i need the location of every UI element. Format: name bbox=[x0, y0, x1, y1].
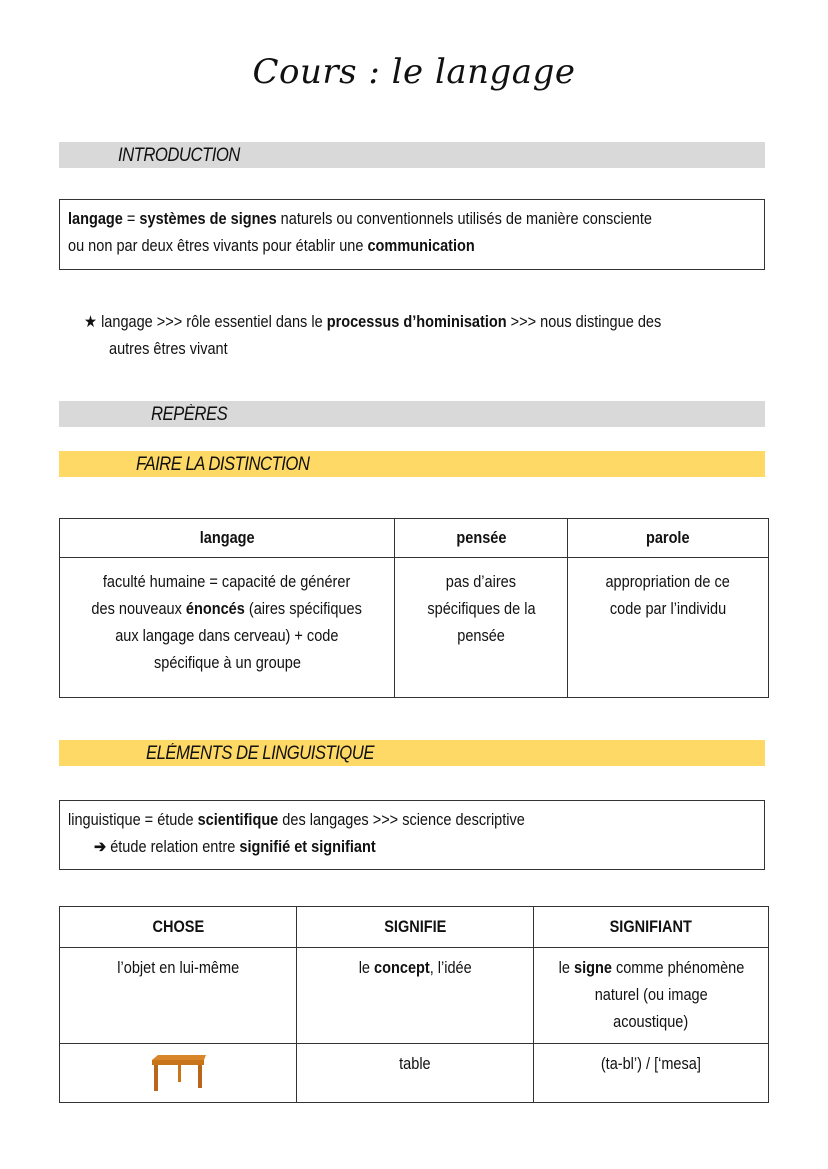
section-header-reperes bbox=[59, 401, 765, 427]
signe-table bbox=[59, 906, 769, 1103]
cell-signifiant bbox=[534, 948, 769, 1044]
table-header-row bbox=[60, 907, 769, 948]
cell-chose-image bbox=[60, 1044, 297, 1103]
header-text: langage bbox=[199, 528, 255, 547]
definition-line-2 bbox=[68, 233, 475, 260]
cell-text: pensée bbox=[457, 627, 505, 645]
cell-text: pas d’aires bbox=[445, 573, 517, 591]
cell-text: code par l’individu bbox=[609, 600, 727, 618]
cell-text: spécifiques de la bbox=[426, 600, 536, 618]
star-line-2: autres êtres vivant bbox=[109, 340, 228, 358]
text: >>> nous distingue des bbox=[506, 313, 662, 331]
term-scientifique: scientifique bbox=[197, 811, 279, 829]
header-pensee bbox=[395, 519, 568, 558]
cell-signifiant-phonetic bbox=[534, 1044, 769, 1103]
section-title: INTRODUCTION bbox=[118, 145, 240, 166]
term-systemes: systèmes de signes bbox=[139, 210, 277, 228]
text: langage >>> rôle essentiel dans le bbox=[101, 313, 327, 331]
header-text: SIGNIFIE bbox=[383, 917, 447, 936]
term-hominisation: processus d’hominisation bbox=[326, 313, 507, 331]
equals: = bbox=[122, 210, 140, 228]
cell-chose bbox=[60, 948, 297, 1044]
star-bullet bbox=[84, 309, 740, 363]
linguistique-line-1 bbox=[68, 807, 525, 834]
header-signifiant bbox=[534, 907, 769, 948]
text: naturels ou conventionnels utilisés de manière consciente bbox=[276, 210, 652, 228]
table-row bbox=[60, 1044, 769, 1103]
cell-text: (ta-bl’) / [‘mesa] bbox=[600, 1055, 702, 1073]
section-header-distinction bbox=[59, 451, 765, 477]
table-image bbox=[148, 1054, 208, 1092]
text: étude relation entre bbox=[106, 838, 240, 856]
text: des langages >>> science descriptive bbox=[278, 811, 525, 829]
section-title: FAIRE LA DISTINCTION bbox=[136, 454, 310, 475]
cell-text: l’objet en lui-même bbox=[117, 959, 239, 977]
header-text: SIGNIFIANT bbox=[609, 917, 693, 936]
term-signifie-signifiant: signifié et signifiant bbox=[239, 838, 376, 856]
term-enonces: énoncés bbox=[186, 600, 246, 618]
header-langage bbox=[60, 519, 395, 558]
table-row bbox=[60, 948, 769, 1044]
text: ou non par deux êtres vivants pour établir une bbox=[68, 237, 368, 255]
cell-parole bbox=[568, 558, 769, 698]
header-signifie bbox=[297, 907, 534, 948]
term-concept: concept bbox=[373, 959, 430, 977]
cell-text: aux langage dans cerveau) + code bbox=[115, 627, 339, 645]
definition-line-1 bbox=[68, 206, 652, 233]
section-title: REPÈRES bbox=[151, 404, 228, 425]
cell-text: appropriation de ce bbox=[605, 573, 731, 591]
header-chose bbox=[60, 907, 297, 948]
cell-text: (aires spécifiques bbox=[245, 600, 363, 618]
distinction-table bbox=[59, 518, 769, 698]
term-signe: signe bbox=[573, 959, 612, 977]
cell-text: comme phénomène bbox=[611, 959, 744, 977]
table-header-row bbox=[60, 519, 769, 558]
header-text: parole bbox=[646, 528, 690, 547]
cell-pensee bbox=[395, 558, 568, 698]
linguistique-line-2 bbox=[94, 834, 376, 861]
header-text: pensée bbox=[455, 528, 507, 547]
arrow-right-icon: ➔ bbox=[94, 838, 107, 856]
star-line-1 bbox=[84, 309, 661, 336]
cell-signifie bbox=[297, 948, 534, 1044]
cell-text: table bbox=[399, 1055, 431, 1073]
definition-box bbox=[59, 199, 765, 270]
header-parole bbox=[568, 519, 769, 558]
star-icon: ★ bbox=[84, 313, 98, 331]
cell-text: , l’idée bbox=[429, 959, 472, 977]
term-langage: langage bbox=[68, 210, 123, 228]
section-title: ELÉMENTS DE LINGUISTIQUE bbox=[146, 743, 374, 764]
cell-text: faculté humaine = capacité de générer bbox=[103, 573, 351, 591]
cell-text: le bbox=[558, 959, 574, 977]
cell-text: le bbox=[358, 959, 374, 977]
cell-text: des nouveaux bbox=[91, 600, 187, 618]
header-text: CHOSE bbox=[152, 917, 204, 936]
cell-text: naturel (ou image bbox=[594, 986, 708, 1004]
cell-text: acoustique) bbox=[613, 1013, 689, 1031]
term-communication: communication bbox=[367, 237, 475, 255]
linguistique-box bbox=[59, 800, 765, 870]
section-header-introduction bbox=[59, 142, 765, 168]
cell-text: spécifique à un groupe bbox=[153, 654, 301, 672]
text: linguistique = étude bbox=[68, 811, 198, 829]
page-title: Cours : le langage bbox=[252, 52, 576, 92]
cell-langage bbox=[60, 558, 395, 698]
section-header-linguistique bbox=[59, 740, 765, 766]
table-row bbox=[60, 558, 769, 698]
cell-signifie-table bbox=[297, 1044, 534, 1103]
